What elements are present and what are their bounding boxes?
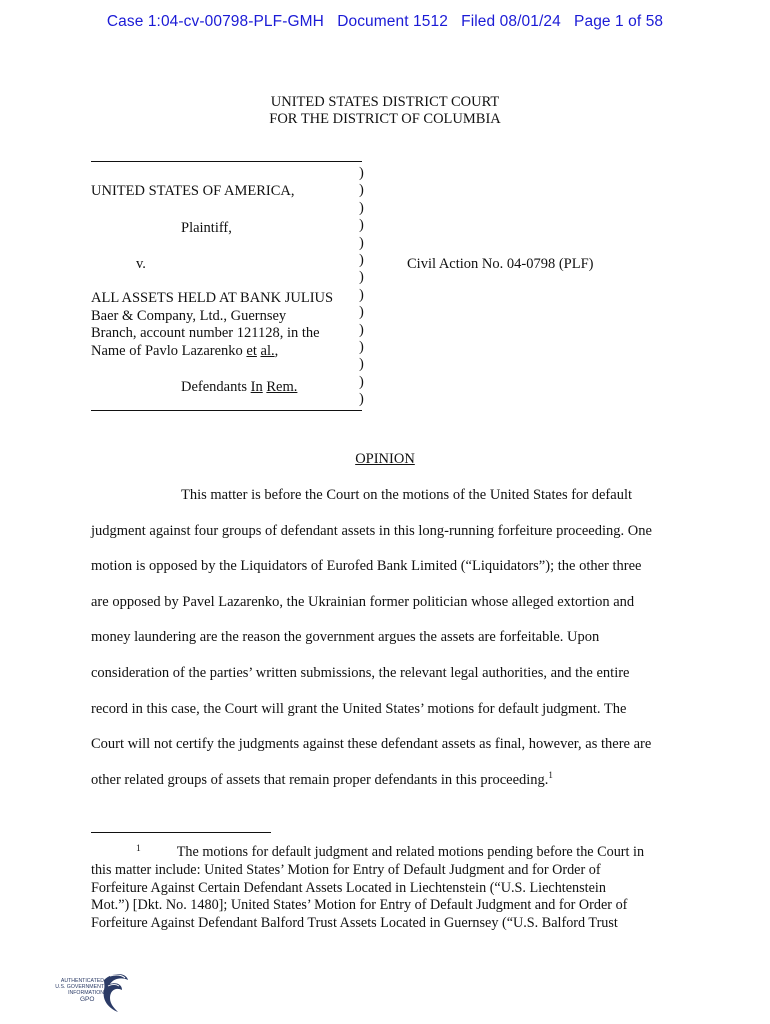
case-number: Case 1:04-cv-00798-PLF-GMH [106,13,324,30]
footnote-line-3: Forfeiture Against Certain Defendant Assets Located in Liechtenstein (“U.S. Liechtenstein [91,880,606,896]
court-district: FOR THE DISTRICT OF COLUMBIA [269,111,501,127]
caption-paren-column: ) ) ) ) ) ) ) ) ) ) ) ) ) ) [359,165,364,408]
footnote-separator [91,832,271,833]
body-line-6: consideration of the parties’ written submissions, the relevant legal authorities, and the entire [91,665,630,681]
court-heading [0,94,770,128]
opinion-title: OPINION [355,451,415,467]
footnote-reference[interactable]: 1 [548,770,553,781]
body-line-7: record in this case, the Court will grant the United States’ motions for default judgment. The [91,701,627,717]
footnote-line-1: $^1$ The motions for default judgment and related motions pending before the Court in [136,844,645,860]
civil-action-number: Civil Action No. 04-0798 (PLF) [407,256,594,272]
defendant-role: Defendants In Rem. [181,379,298,395]
footnote-number: 1 [136,844,141,854]
plaintiff-role: Plaintiff, [181,220,232,236]
defendant-line-1: ALL ASSETS HELD AT BANK JULIUS [91,290,334,306]
defendant-line-2: Baer & Company, Ltd., Guernsey [91,308,287,324]
defendant-line-4: Name of Pavlo Lazarenko et al., [91,343,279,359]
footnote-line-4: Mot.”) [Dkt. No. 1480]; United States’ Motion for Entry of Default Judgment and for Order of [91,897,628,913]
case-header-stamp [0,13,770,31]
footnote-line-2: this matter include: United States’ Motion for Entry of Default Judgment and for Order of [91,862,601,878]
body-line-1: This matter is before the Court on the motions of the United States for default [181,487,633,503]
eagle-icon [98,972,132,1014]
footnote-line-5: Forfeiture Against Defendant Balford Trust Assets Located in Guernsey (“U.S. Balford Trust [91,915,618,931]
gpo-logo-text: AUTHENTICATED U.S. GOVERNMENT INFORMATION [55,978,104,996]
gpo-authentication-logo [44,972,136,1016]
defendant-line-3: Branch, account number 121128, in the [91,325,320,341]
court-name: UNITED STATES DISTRICT COURT [270,94,500,110]
body-line-3: motion is opposed by the Liquidators of Eurofed Bank Limited (“Liquidators”); the other three [91,558,642,574]
document-number: Document 1512 [337,13,448,30]
body-line-4: are opposed by Pavel Lazarenko, the Ukrainian former politician whose alleged extortion and [91,594,635,610]
body-line-2: judgment against four groups of defendant assets in this long-running forfeiture proceeding. One [91,523,652,539]
gpo-mark: GPO [80,996,95,1003]
caption-bottom-rule [91,410,362,411]
body-line-8: Court will not certify the judgments against these defendant assets as final, however, as there are [91,736,652,752]
body-line-9: other related groups of assets that remain proper defendants in this proceeding.$^1$ [91,770,553,788]
plaintiff-name: UNITED STATES OF AMERICA, [91,183,295,199]
body-line-5: money laundering are the reason the government argues the assets are forfeitable. Upon [91,629,600,645]
caption-top-rule [91,161,362,162]
page-number: Page 1 of 58 [574,13,664,30]
versus: v. [136,256,146,272]
filed-date: Filed 08/01/24 [461,13,561,30]
